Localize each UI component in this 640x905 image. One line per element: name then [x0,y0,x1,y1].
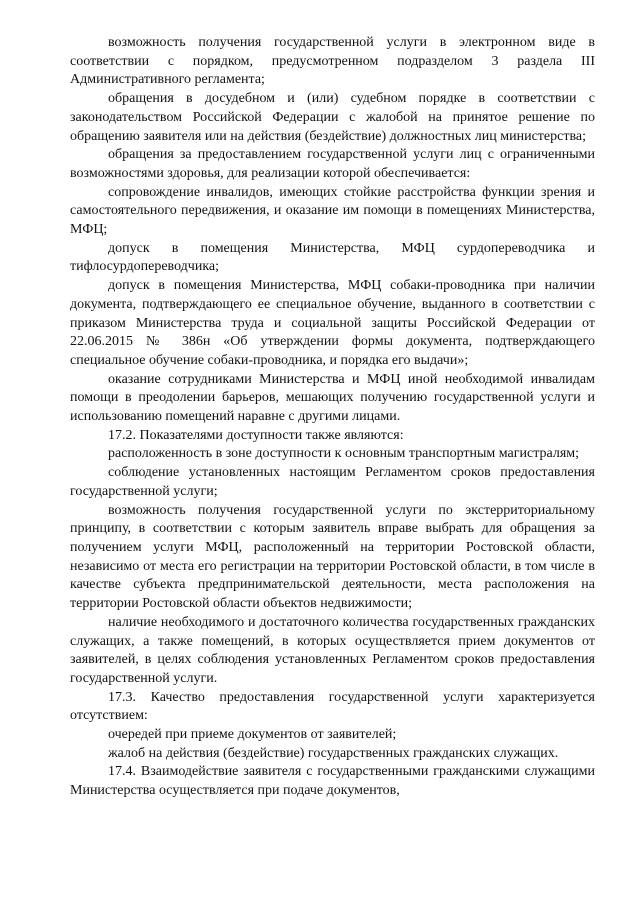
paragraph-electronic-service: возможность получения государственной услуги в электронном виде в соответствии с порядком, предусмотренном подразделом 3 раздела III Административного регламента; [70,35,595,88]
paragraph-section-17-3: 17.3. Качество предоставления государственной услуги характеризуется отсутствием: [70,689,595,724]
paragraph-queues: очередей при приеме документов от заявителей; [108,727,397,743]
paragraph-section-17-2: 17.2. Показателями доступности также являются: [108,427,404,443]
paragraph-pretrial-appeal: обращения в досудебном и (или) судебном порядке в соответствии с законодательством Российской Федерации с жалобой на принятое решение по обращению заявителя или на действия (бездействие) должностных лиц министерства; [70,91,595,144]
paragraph-section-17-4: 17.4. Взаимодействие заявителя с государственными гражданскими служащими Министерства осуществляется при подаче документов, [70,764,595,799]
paragraph-guide-dog: допуск в помещения Министерства, МФЦ собаки-проводника при наличии документа, подтверждающего ее специальное обучение, выданного в соответствии с приказом Министерства труда и социальной защиты Российской Федерации от 22.06.2015 № 386н «Об утверждении формы документа, подтверждающего специальное обучение собаки-проводника, и порядка его выдачи»; [70,278,595,368]
document-page [70,34,595,801]
paragraph-extraterritorial: возможность получения государственной услуги по экстерриториальному принципу, в соответствии с которым заявитель вправе выбрать для обращения за получением услуги МФЦ, расположенный на территории Ростовской области, независимо от места его регистрации на территории Ростовской области, в том числе в качестве субъекта предпринимательской деятельности, места расположения на территории Ростовской области объектов недвижимости; [70,502,595,612]
paragraph-sign-interpreter: допуск в помещения Министерства, МФЦ сурдопереводчика и тифлосурдопереводчика; [70,240,595,275]
paragraph-transport: расположенность в зоне доступности к основным транспортным магистралям; [108,446,580,462]
paragraph-deadlines: соблюдение установленных настоящим Регламентом сроков предоставления государственной услуги; [70,465,595,499]
paragraph-staffing: наличие необходимого и достаточного количества государственных гражданских служащих, а также помещений, в которых осуществляется прием документов от заявителей, в целях соблюдения установленных Регламентом сроков предоставления государственной услуги. [70,614,595,686]
paragraph-staff-assistance: оказание сотрудниками Министерства и МФЦ иной необходимой инвалидам помощи в преодолении барьеров, мешающих получению государственной услуги и использованию помещений наравне с другими лицами. [70,371,595,425]
paragraph-disabled-access: обращения за предоставлением государственной услуги лиц с ограниченными возможностями здоровья, для реализации которой обеспечивается: [70,147,595,181]
paragraph-escort: сопровождение инвалидов, имеющих стойкие расстройства функции зрения и самостоятельного передвижения, и оказание им помощи в помещениях Министерства, МФЦ; [70,184,595,238]
paragraph-complaints: жалоб на действия (бездействие) государственных гражданских служащих. [108,745,559,761]
